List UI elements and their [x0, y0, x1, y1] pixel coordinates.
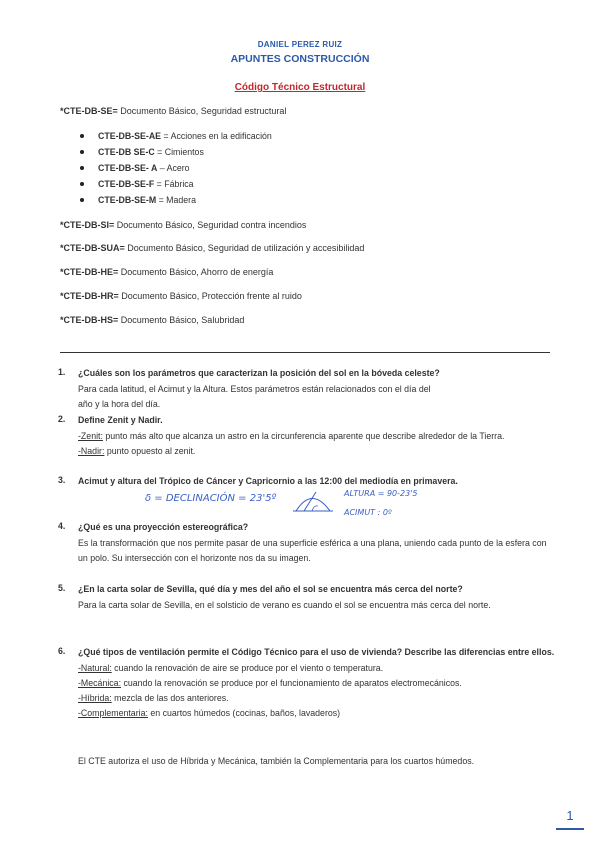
- question-4: 4. ¿Qué es una proyección estereográfica? Es la transformación que nos permite pasar de una superficie esférica a una plana, uniendo cada punto de la esfera con un polo. Su intersección con el horizonte nos da su imagen.: [58, 521, 547, 563]
- question-6-note: El CTE autoriza el uso de Híbrida y Mecánica, también la Complementaria para los cuartos húmedos.: [78, 756, 475, 766]
- list-item: CTE-DB-SE-M = Madera: [78, 192, 272, 208]
- cte-hs-line: *CTE-DB-HS= Documento Básico, Salubridad: [60, 315, 245, 325]
- list-item: CTE-DB SE-C = Cimientos: [78, 144, 272, 160]
- cte-se-list: [78, 128, 272, 208]
- list-item: CTE-DB-SE-AE = Acciones en la edificación: [78, 128, 272, 144]
- cte-si-line: *CTE-DB-SI= Documento Básico, Seguridad contra incendios: [60, 220, 307, 230]
- question-1: 1. ¿Cuáles son los parámetros que caracterizan la posición del sol en la bóveda celeste? Para cada latitud, el Acimut y la Altura. Estos parámetros están relacionados con el día del año y la hora del día.: [58, 367, 440, 409]
- question-6: 6. ¿Qué tipos de ventilación permite el Código Técnico para el uso de vivienda? Describe las diferencias entre ellos. -Natural: cuando la renovación de aire se produce por el viento o temperatura. -Mecánica: cuando la renovación se produce por el funcionamiento de aparatos electromecánicos. -Híbrida: mezcla de las dos anteriores. -Complementaria: en cuartos húmedos (cocinas, baños, lavaderos): [58, 646, 555, 718]
- page-number: 1: [556, 806, 584, 830]
- list-item: CTE-DB-SE-F = Fábrica: [78, 176, 272, 192]
- section-divider: [60, 352, 550, 353]
- page-title: Código Técnico Estructural: [234, 82, 366, 93]
- list-item: CTE-DB-SE- A – Acero: [78, 160, 272, 176]
- author-name: DANIEL PEREZ RUIZ: [257, 40, 343, 49]
- document-subject: APUNTES CONSTRUCCIÓN: [230, 53, 370, 65]
- handwritten-acimut: ACIMUT : 0º: [344, 508, 392, 517]
- cte-se-line: *CTE-DB-SE= Documento Básico, Seguridad estructural: [60, 106, 287, 116]
- question-5: 5. ¿En la carta solar de Sevilla, qué día y mes del año el sol se encuentra más cerca del norte? Para la carta solar de Sevilla, en el solsticio de verano es cuando el sol se encuentra más cerca del norte.: [58, 583, 491, 610]
- question-2: 2. Define Zenit y Nadir. -Zenit: punto más alto que alcanza un astro en la circunferencia aparente que describe alrededor de la Tierra. -Nadir: punto opuesto al zenit.: [58, 414, 505, 456]
- cte-sua-line: *CTE-DB-SUA= Documento Básico, Seguridad de utilización y accesibilidad: [60, 243, 365, 253]
- sun-angle-sketch-icon: [290, 484, 336, 514]
- handwritten-altura: ALTURA = 90-23'5: [344, 489, 418, 498]
- cte-he-line: *CTE-DB-HE= Documento Básico, Ahorro de energía: [60, 267, 274, 277]
- question-3: 3. Acimut y altura del Trópico de Cáncer y Capricornio a las 12:00 del mediodía en primavera.: [58, 475, 458, 486]
- handwritten-formula: δ = DECLINACIÓN = 23'5º: [145, 493, 277, 504]
- cte-hr-line: *CTE-DB-HR= Documento Básico, Protección frente al ruido: [60, 291, 302, 301]
